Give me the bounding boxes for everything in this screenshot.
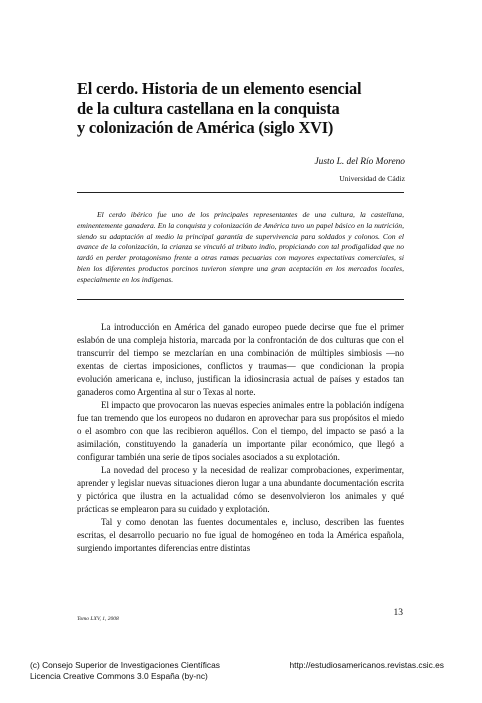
body-paragraph: El impacto que provocaron las nuevas especies animales entre la población indígena fue tan tremendo que los europeos no dudaron en aprovechar para sus propósitos el miedo o el asombro con que las recibieron aquéllos. Con el tiempo, del impacto se pasó a la asimilación, constituyendo la ganadería un importante pilar económico, que llegó a configurar también una serie de tipos sociales asociados a su explotación. (77, 400, 404, 462)
article-title (77, 79, 407, 138)
body-paragraph: Tal y como denotan las fuentes documentales e, incluso, describen las fuentes escritas, el desarrollo pecuario no fue igual de homogéneo en toda la América española, surgiendo importantes diferencias entre distintas (77, 517, 404, 553)
title-line-1: El cerdo. Historia de un elemento esencial (77, 79, 362, 98)
license-line-2: Licencia Creative Commons 3.0 España (by-nc) (30, 671, 208, 681)
page-number: 13 (393, 608, 403, 618)
abstract (77, 210, 404, 286)
running-footer: Tomo LXV, 1, 2008 (77, 616, 119, 622)
abstract-text: El cerdo ibérico fue uno de los principales representantes de una cultura, la castellana, eminentemente ganadera. En la conquista y colonización de América tuvo un papel básico en la nutrición, siendo su adaptación al medio la principal garantía de supervivencia para soldados y colonos. Con el avance de la colonización, la crianza se vinculó al tributo indio, propiciando con tal prodigalidad que no tardó en perder protagonismo frente a otras ramas pecuarias con mayores expectativas comerciales, si bien los diferentes productos porcinos tuvieron siempre una gran aceptación en los mercados locales, especialmente en los indígenas. (77, 210, 404, 284)
license-notice (30, 660, 220, 682)
body-text (77, 321, 404, 555)
journal-url-link[interactable]: http://estudiosamericanos.revistas.csic.es (289, 660, 444, 670)
author-name: Justo L. del Río Moreno (314, 157, 405, 167)
body-paragraph: La introducción en América del ganado europeo puede decirse que fue el primer eslabón de una compleja historia, marcada por la confrontación de dos culturas que con el transcurrir del tiempo se mezclarían en una combinación de múltiples simbiosis —no exentas de ciertas imposiciones, conflictos y traumas— que condicionan la propia evolución americana e, incluso, justifican la idiosincrasia actual de países y estados tan ganaderos como Argentina al sur o Texas al norte. (77, 322, 404, 397)
abstract-bottom-rule (77, 299, 404, 300)
body-paragraph: La novedad del proceso y la necesidad de realizar comprobaciones, experimentar, aprender y legislar nuevas situaciones dieron lugar a una abundante documentación escrita y pictórica que ilustra en la actualidad cómo se desenvolvieron los animales y qué prácticas se emplearon para su cuidado y explotación. (77, 465, 404, 514)
title-line-2: de la cultura castellana en la conquista (77, 98, 340, 118)
author-affiliation: Universidad de Cádiz (339, 174, 405, 183)
title-line-3: y colonización de América (siglo XVI) (77, 118, 334, 137)
license-line-1: (c) Consejo Superior de Investigaciones Científicas (30, 660, 220, 670)
abstract-top-rule (77, 192, 404, 193)
